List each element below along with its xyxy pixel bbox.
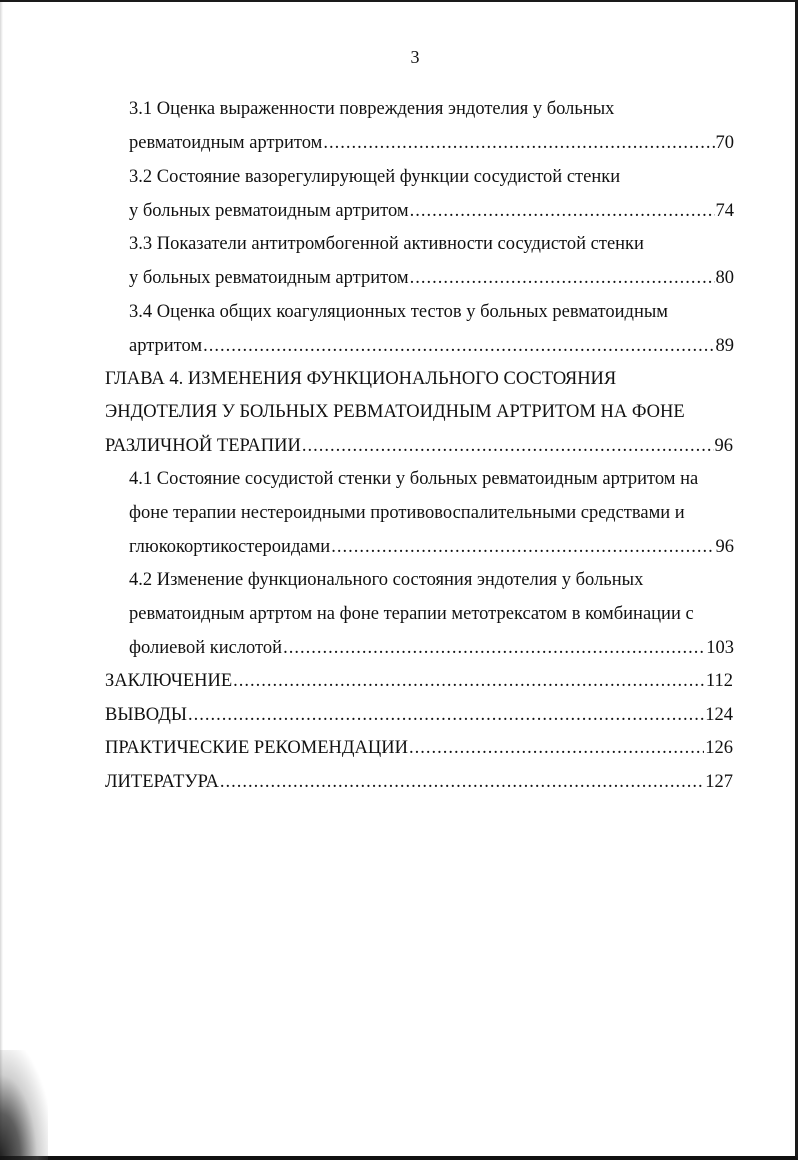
toc-conclusion-title: ЗАКЛЮЧЕНИЕ — [105, 671, 233, 691]
dot-leader — [331, 536, 714, 558]
dot-leader — [410, 267, 715, 289]
toc-entry-literature — [105, 771, 733, 793]
toc-entry-4-2 — [129, 637, 734, 659]
toc-4-1-title-line2: фоне терапии нестероидными противовоспалительными средствами и — [129, 503, 685, 523]
toc-4-1-title-line3: глюкокортикостероидами — [129, 537, 331, 557]
dot-leader — [302, 435, 714, 457]
toc-4-2-title-line2: ревматоидным артртом на фоне терапии метотрексатом в комбинации с — [129, 604, 694, 624]
toc-3-3-title-line1: 3.3 Показатели антитромбогенной активности сосудистой стенки — [129, 234, 644, 254]
toc-recommendations-page: 126 — [705, 738, 733, 758]
toc-chapter-4-title-line2: ЭНДОТЕЛИЯ У БОЛЬНЫХ РЕВМАТОИДНЫМ АРТРИТОМ НА ФОНЕ — [105, 402, 685, 422]
toc-entry-3-1 — [129, 132, 734, 154]
toc-chapter-4-page: 96 — [714, 436, 733, 456]
dot-leader — [283, 637, 705, 659]
toc-entry-conclusion — [105, 670, 733, 692]
toc-4-2-page: 103 — [706, 638, 734, 658]
toc-4-2-title-line1: 4.2 Изменение функционального состояния эндотелия у больных — [129, 570, 644, 590]
toc-3-1-page: 70 — [715, 133, 734, 153]
toc-literature-page: 127 — [705, 772, 733, 792]
dot-leader — [410, 200, 715, 222]
toc-entry-3-3 — [129, 267, 734, 289]
dot-leader — [233, 670, 705, 692]
toc-findings-page: 124 — [705, 705, 733, 725]
toc-conclusion-page: 112 — [705, 671, 733, 691]
toc-3-4-page: 89 — [715, 336, 734, 356]
toc-chapter-4-title-line1: ГЛАВА 4. ИЗМЕНЕНИЯ ФУНКЦИОНАЛЬНОГО СОСТОЯНИЯ — [105, 369, 617, 389]
toc-entry-findings — [105, 704, 733, 726]
toc-4-2-title-line3: фолиевой кислотой — [129, 638, 283, 658]
toc-3-3-page: 80 — [715, 268, 734, 288]
toc-entry-recommendations — [105, 737, 733, 759]
dot-leader — [220, 771, 704, 793]
toc-3-1-title-line2: ревматоидным артритом — [129, 133, 323, 153]
toc-4-1-title-line1: 4.1 Состояние сосудистой стенки у больных ревматоидным артритом на — [129, 469, 699, 489]
toc-3-2-title-line1: 3.2 Состояние вазорегулирующей функции сосудистой стенки — [129, 167, 621, 187]
toc-entry-3-4 — [129, 335, 734, 357]
toc-entry-3-2 — [129, 200, 734, 222]
toc-literature-title: ЛИТЕРАТУРА — [105, 772, 219, 792]
toc-4-1-page: 96 — [715, 537, 734, 557]
toc-recommendations-title: ПРАКТИЧЕСКИЕ РЕКОМЕНДАЦИИ — [105, 738, 408, 758]
toc-3-4-title-line1: 3.4 Оценка общих коагуляционных тестов у больных ревматоидным — [129, 302, 669, 322]
toc-chapter-4-title-line3: РАЗЛИЧНОЙ ТЕРАПИИ — [105, 436, 301, 456]
toc-entry-4-1 — [129, 536, 734, 558]
toc-3-3-title-line2: у больных ревматоидным артритом — [129, 268, 409, 288]
toc-3-2-title-line2: у больных ревматоидным артритом — [129, 201, 409, 221]
dot-leader — [203, 335, 714, 357]
page-number: 3 — [410, 47, 420, 67]
toc-findings-title: ВЫВОДЫ — [105, 705, 188, 725]
toc-entry-chapter-4 — [105, 435, 733, 457]
dot-leader — [323, 132, 714, 154]
toc-3-2-page: 74 — [715, 201, 734, 221]
dot-leader — [188, 704, 704, 726]
dot-leader — [409, 737, 704, 759]
toc-3-4-title-line2: артритом — [129, 336, 203, 356]
toc-3-1-title-line1: 3.1 Оценка выраженности повреждения эндотелия у больных — [129, 99, 615, 119]
